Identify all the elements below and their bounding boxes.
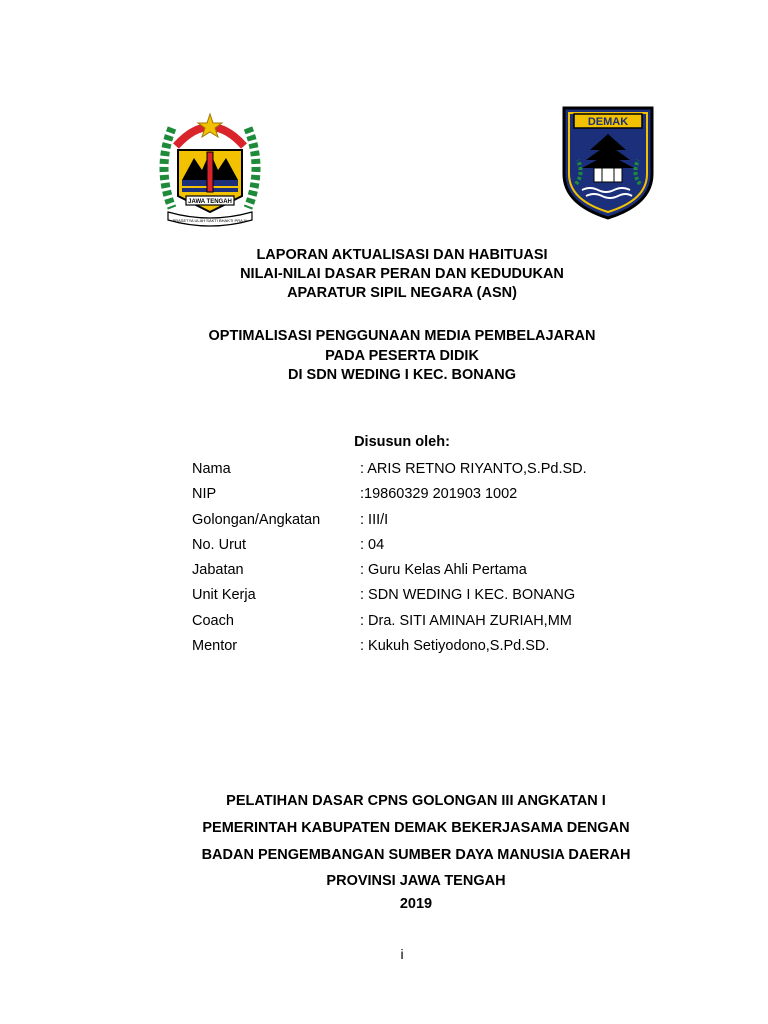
report-title-line-3: APARATUR SIPIL NEGARA (ASN) — [287, 285, 517, 301]
report-subtitle-line-1: OPTIMALISASI PENGGUNAAN MEDIA PEMBELAJARAN — [208, 328, 596, 344]
info-label: NIP — [192, 486, 217, 503]
info-label: Coach — [192, 612, 234, 629]
report-subtitle-line-2: PADA PESERTA DIDIK — [325, 347, 479, 364]
footer-line-2: PEMERINTAH KABUPATEN DEMAK BEKERJASAMA DENGAN — [202, 820, 630, 836]
info-value: : SDN WEDING I KEC. BONANG — [360, 587, 576, 604]
info-value: : Guru Kelas Ahli Pertama — [360, 562, 527, 579]
report-title-line-1: LAPORAN AKTUALISASI DAN HABITUASI — [256, 247, 548, 263]
info-label: Mentor — [192, 638, 238, 655]
info-value: :19860329 201903 1002 — [360, 486, 518, 503]
report-title — [0, 246, 768, 303]
footer-line-4: PROVINSI JAWA TENGAH — [326, 873, 506, 889]
info-label: Golongan/Angkatan — [192, 511, 321, 528]
author-heading: Disusun oleh: — [354, 434, 450, 450]
report-title-line-2: NILAI-NILAI DASAR PERAN DAN KEDUDUKAN — [240, 266, 564, 282]
info-value: : Dra. SITI AMINAH ZURIAH,MM — [360, 612, 572, 629]
page-number: i — [400, 946, 404, 962]
info-label: Unit Kerja — [192, 587, 256, 604]
institution-footer — [0, 788, 768, 915]
info-value: : Kukuh Setiyodono,S.Pd.SD. — [360, 638, 550, 655]
report-subtitle-line-3: DI SDN WEDING I KEC. BONANG — [288, 367, 516, 383]
info-value: : III/I — [360, 511, 389, 528]
jawa-tengah-emblem-logo — [150, 108, 270, 230]
jawa-tengah-banner-text: JAWA TENGAH — [188, 199, 232, 205]
info-value: : ARIS RETNO RIYANTO,S.Pd.SD. — [360, 461, 587, 477]
info-label: Nama — [192, 461, 231, 477]
report-subtitle — [0, 327, 768, 386]
jawa-tengah-ribbon-text: PRASETYA ULAH SAKTI BHAKTI PRAJA — [172, 218, 248, 223]
info-label: Jabatan — [192, 562, 244, 579]
demak-banner-text: DEMAK — [587, 116, 629, 128]
info-value: : 04 — [360, 536, 385, 553]
footer-line-3: BADAN PENGEMBANGAN SUMBER DAYA MANUSIA DAERAH — [201, 847, 631, 863]
demak-emblem-logo — [560, 104, 656, 220]
footer-year: 2019 — [399, 896, 433, 912]
footer-line-1: PELATIHAN DASAR CPNS GOLONGAN III ANGKATAN I — [226, 793, 606, 809]
info-label: No. Urut — [192, 536, 246, 553]
